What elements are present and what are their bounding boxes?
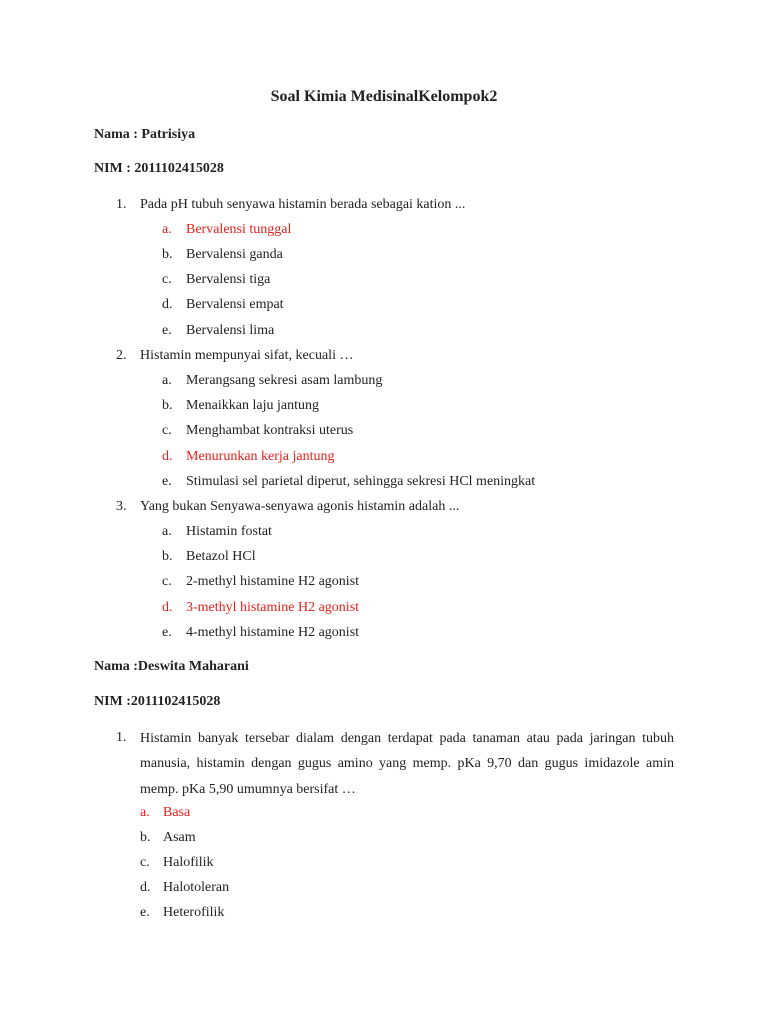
option-letter: e. [162, 323, 172, 338]
option-letter: a. [140, 805, 150, 820]
student-nim: NIM :2011102415028 [94, 694, 221, 709]
option-text: Bervalensi ganda [186, 247, 283, 262]
option-letter: c. [162, 574, 172, 589]
option-text: Bervalensi empat [186, 297, 284, 312]
option-letter: d. [162, 449, 173, 464]
question-number: 1. [116, 197, 127, 212]
option-text: Merangsang sekresi asam lambung [186, 373, 383, 388]
page-title: Soal Kimia MedisinalKelompok2 [270, 88, 498, 105]
question-number: 2. [116, 348, 127, 363]
option-text: Asam [163, 830, 196, 845]
option-letter: c. [162, 423, 172, 438]
option-letter: b. [162, 247, 173, 262]
question-text: Histamin mempunyai sifat, kecuali … [140, 348, 354, 363]
option-text: 3-methyl histamine H2 agonist [186, 600, 360, 615]
option-text: 4-methyl histamine H2 agonist [186, 625, 360, 640]
question-text: Pada pH tubuh senyawa histamin berada sebagai kation ... [140, 197, 466, 212]
question-text: Histamin banyak tersebar dialam dengan terdapat pada tanaman atau pada jaringan tubuh manusia, histamin dengan gugus amino yang memp. pKa 9,70 dan gugus imidazole amin memp. pKa 5,90 umumnya bersifat … [140, 731, 674, 797]
option-letter: c. [140, 855, 150, 870]
option-text: Menghambat kontraksi uterus [186, 423, 354, 438]
option-letter: a. [162, 524, 172, 539]
option-text: Bervalensi tunggal [186, 222, 292, 237]
option-text: Bervalensi lima [186, 323, 275, 338]
student-name: Nama : Patrisiya [94, 127, 196, 142]
option-letter: e. [140, 905, 150, 920]
option-text: Heterofilik [163, 905, 225, 920]
option-letter: d. [162, 297, 173, 312]
option-text: Stimulasi sel parietal diperut, sehingga sekresi HCl meningkat [186, 474, 536, 489]
question-text: Yang bukan Senyawa-senyawa agonis histamin adalah ... [140, 499, 460, 514]
option-text: 2-methyl histamine H2 agonist [186, 574, 360, 589]
option-letter: c. [162, 272, 172, 287]
student-nim: NIM : 2011102415028 [94, 161, 224, 176]
option-text: Bervalensi tiga [186, 272, 271, 287]
option-letter: b. [140, 830, 151, 845]
option-letter: a. [162, 222, 172, 237]
option-text: Betazol HCl [186, 549, 256, 564]
option-text: Halotoleran [163, 880, 230, 895]
option-text: Histamin fostat [186, 524, 272, 539]
option-letter: b. [162, 398, 173, 413]
option-letter: e. [162, 625, 172, 640]
option-letter: a. [162, 373, 172, 388]
option-letter: e. [162, 474, 172, 489]
question-number: 1. [116, 730, 127, 745]
option-text: Halofilik [163, 855, 214, 870]
option-letter: d. [140, 880, 151, 895]
question-number: 3. [116, 499, 127, 514]
option-text: Menurunkan kerja jantung [186, 449, 335, 464]
student-name: Nama :Deswita Maharani [94, 659, 249, 674]
option-letter: b. [162, 549, 173, 564]
option-text: Menaikkan laju jantung [186, 398, 319, 413]
option-letter: d. [162, 600, 173, 615]
option-text: Basa [163, 805, 191, 820]
